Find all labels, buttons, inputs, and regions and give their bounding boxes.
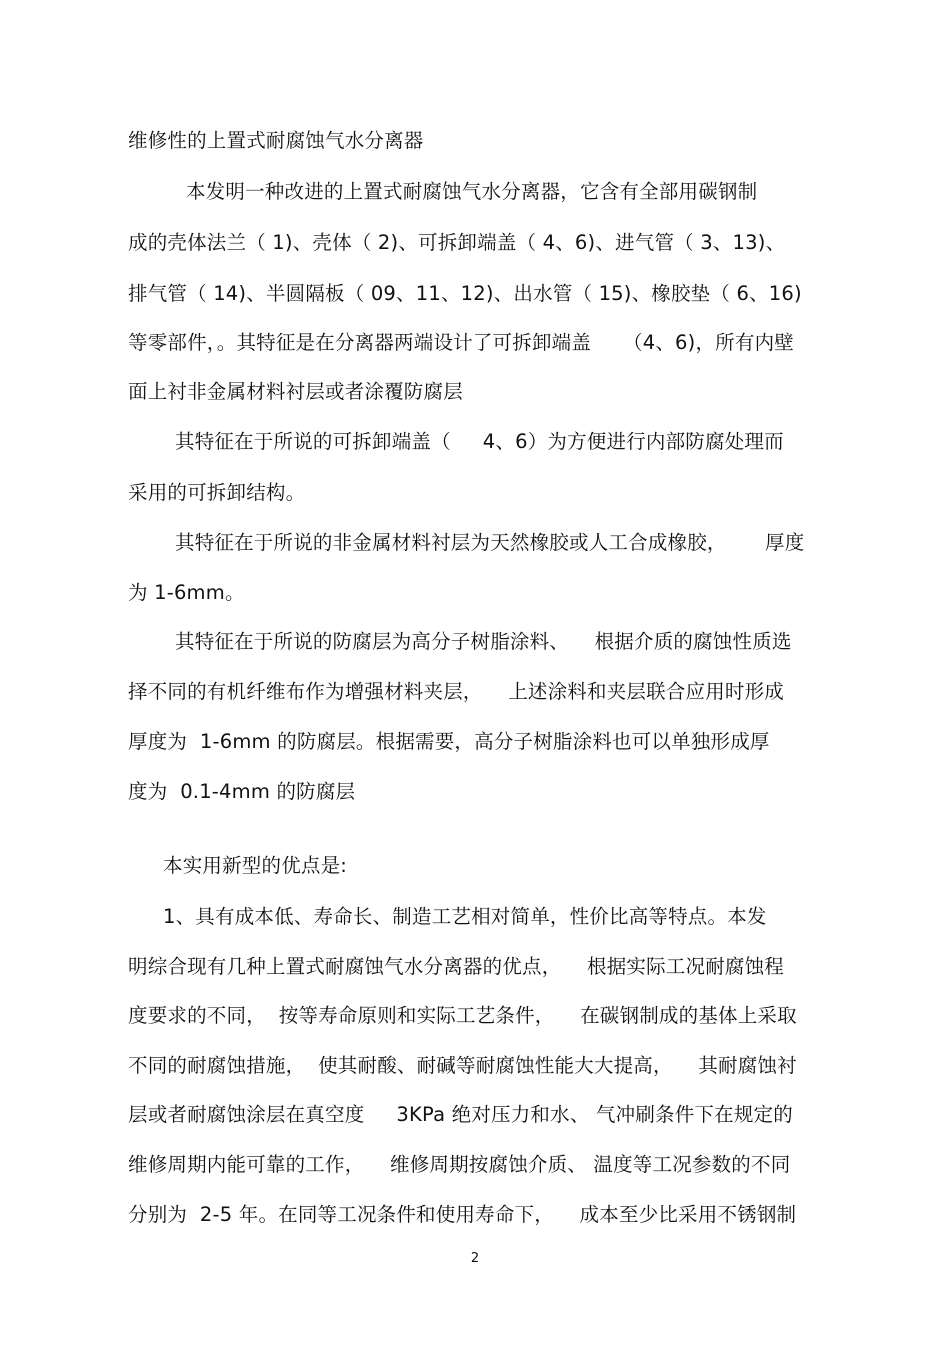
paragraph-line: 排气管（ 14)、半圆隔板（ 09、11、12)、出水管（ 15)、橡胶垫（ 6、16)	[128, 282, 802, 305]
document-title: 维修性的上置式耐腐蚀气水分离器	[128, 129, 424, 152]
paragraph-line: 等零部件，。其特征是在分离器两端设计了可拆卸端盖 （4、6)，所有内壁	[128, 331, 794, 354]
paragraph-line: 度为 0.1-4mm 的防腐层	[128, 780, 356, 803]
paragraph-line: 择不同的有机纤维布作为增强材料夹层， 上述涂料和夹层联合应用时形成	[128, 680, 784, 703]
paragraph-line: 厚度为 1-6mm 的防腐层。根据需要，高分子树脂涂料也可以单独形成厚	[128, 730, 770, 753]
paragraph-line: 其特征在于所说的防腐层为高分子树脂涂料、 根据介质的腐蚀性质选	[175, 630, 792, 653]
paragraph-line: 面上衬非金属材料衬层或者涂覆防腐层	[128, 380, 463, 403]
paragraph-line: 其特征在于所说的可拆卸端盖（ 4、6）为方便进行内部防腐处理而	[175, 430, 784, 453]
paragraph-line: 不同的耐腐蚀措施， 使其耐酸、耐碱等耐腐蚀性能大大提高， 其耐腐蚀衬	[128, 1054, 797, 1077]
paragraph-line: 分别为 2-5 年。在同等工况条件和使用寿命下， 成本至少比采用不锈钢制	[128, 1203, 797, 1226]
paragraph-line: 本发明一种改进的上置式耐腐蚀气水分离器，它含有全部用碳钢制	[186, 180, 758, 203]
paragraph-line: 明综合现有几种上置式耐腐蚀气水分离器的优点， 根据实际工况耐腐蚀程	[128, 955, 784, 978]
paragraph-line: 成的壳体法兰（ 1)、壳体（ 2)、可拆卸端盖（ 4、6)、进气管（ 3、13)、	[128, 231, 786, 254]
paragraph-line: 为 1-6mm。	[128, 581, 245, 604]
paragraph-line: 度要求的不同， 按等寿命原则和实际工艺条件， 在碳钢制成的基体上采取	[128, 1004, 797, 1027]
page-number: 2	[470, 1251, 480, 1266]
paragraph-line: 1、具有成本低、寿命长、制造工艺相对简单，性价比高等特点。本发	[163, 905, 767, 928]
paragraph-line: 其特征在于所说的非金属材料衬层为天然橡胶或人工合成橡胶， 厚度	[175, 531, 805, 554]
paragraph-line: 层或者耐腐蚀涂层在真空度 3KPa 绝对压力和水、 气冲刷条件下在规定的	[128, 1103, 793, 1126]
paragraph-line: 维修周期内能可靠的工作， 维修周期按腐蚀介质、 温度等工况参数的不同	[128, 1153, 791, 1176]
paragraph-line: 采用的可拆卸结构。	[128, 481, 306, 504]
section-heading: 本实用新型的优点是:	[163, 854, 348, 877]
